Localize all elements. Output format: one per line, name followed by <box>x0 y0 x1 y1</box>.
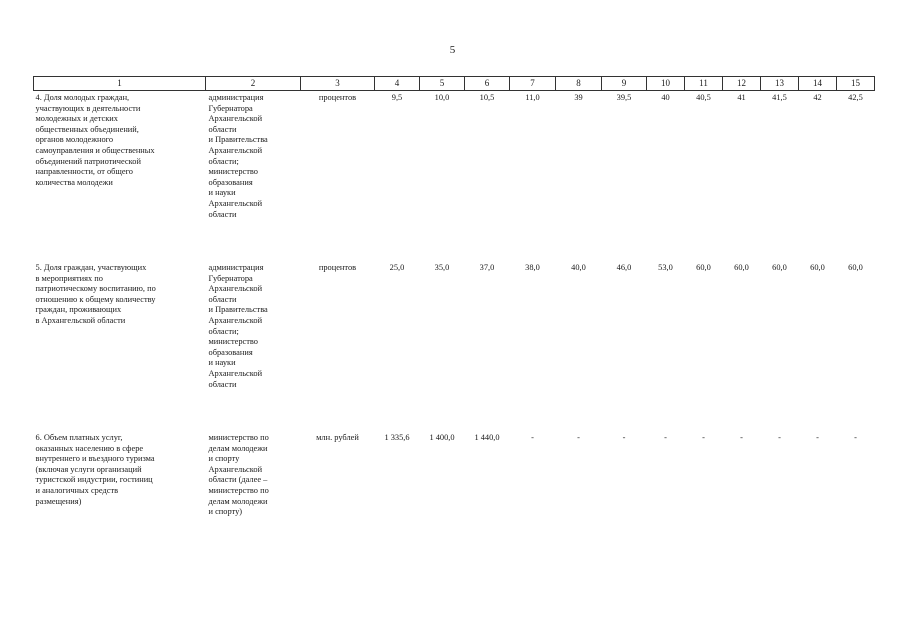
column-header: 15 <box>837 77 875 91</box>
value-cell: - <box>778 433 781 442</box>
value-cell: 41 <box>737 93 746 102</box>
value-cell: 40,0 <box>571 263 586 272</box>
value-cell: 25,0 <box>389 263 405 272</box>
indicator-cell: 6. Объем платных услуг, оказанных населению в сфере внутреннего и въездного туризма (включая услуги организаций туристской индустрии, гостиниц и аналогичных средств размещения) <box>35 433 155 506</box>
value-cell: 39 <box>574 93 583 102</box>
column-header: 8 <box>556 77 602 91</box>
value-cell: 40,5 <box>696 93 711 102</box>
value-cell: 11,0 <box>525 93 540 102</box>
indicator-cell: 5. Доля граждан, участвующих в мероприятиях по патриотическому воспитанию, по отношению к общему количеству граждан, проживающих в Архангельской области <box>35 263 156 325</box>
unit-cell: млн. рублей <box>316 433 359 442</box>
value-cell: 9,5 <box>391 93 403 102</box>
value-cell: 53,0 <box>658 263 673 272</box>
responsible-cell: министерство по делам молодежи и спорту Архангельской области (далее – министерство по делам молодежи и спорту) <box>208 433 269 517</box>
unit-cell: процентов <box>318 263 357 272</box>
column-header: 14 <box>799 77 837 91</box>
value-cell: 60,0 <box>772 263 787 272</box>
unit-cell: процентов <box>318 93 357 102</box>
value-cell: 38,0 <box>525 263 540 272</box>
value-cell: 42 <box>813 93 822 102</box>
table-row <box>34 261 875 431</box>
value-cell: 1 400,0 <box>429 433 455 442</box>
value-cell: 1 335,6 <box>384 433 410 442</box>
table-row <box>34 431 875 553</box>
value-cell: 60,0 <box>810 263 825 272</box>
column-header: 12 <box>723 77 761 91</box>
value-cell: 60,0 <box>848 263 863 272</box>
value-cell: 60,0 <box>696 263 711 272</box>
value-cell: - <box>622 433 626 442</box>
value-cell: - <box>740 433 743 442</box>
value-cell: 37,0 <box>479 263 495 272</box>
table-row <box>34 91 875 262</box>
header-row <box>34 77 875 91</box>
value-cell: - <box>531 433 534 442</box>
column-header: 10 <box>647 77 685 91</box>
value-cell: 41,5 <box>772 93 787 102</box>
value-cell: 35,0 <box>434 263 450 272</box>
value-cell: - <box>816 433 819 442</box>
column-header: 6 <box>465 77 510 91</box>
value-cell: - <box>664 433 667 442</box>
value-cell: - <box>577 433 580 442</box>
column-header: 2 <box>206 77 301 91</box>
column-header: 3 <box>301 77 375 91</box>
indicator-cell: 4. Доля молодых граждан, участвующих в деятельности молодежных и детских общественных объединений, органов молодежного самоуправления и общественных объединений патриотической направленности, от общего количества молодежи <box>35 93 155 187</box>
value-cell: 10,0 <box>434 93 450 102</box>
value-cell: - <box>854 433 857 442</box>
indicators-table <box>33 76 875 553</box>
column-header: 11 <box>685 77 723 91</box>
column-header: 9 <box>602 77 647 91</box>
column-header: 7 <box>510 77 556 91</box>
page-number: 5 <box>449 44 456 56</box>
value-cell: 1 440,0 <box>474 433 500 442</box>
responsible-cell: администрация Губернатора Архангельской области и Правительства Архангельской области; министерство образования и науки Архангельской области <box>208 263 268 389</box>
value-cell: 39,5 <box>616 93 632 102</box>
column-header: 13 <box>761 77 799 91</box>
column-header: 1 <box>34 77 206 91</box>
value-cell: 40 <box>661 93 670 102</box>
column-header: 4 <box>375 77 420 91</box>
value-cell: 42,5 <box>848 93 863 102</box>
value-cell: 10,5 <box>479 93 495 102</box>
value-cell: 46,0 <box>616 263 632 272</box>
value-cell: - <box>702 433 705 442</box>
column-header: 5 <box>420 77 465 91</box>
responsible-cell: администрация Губернатора Архангельской области и Правительства Архангельской области; министерство образования и науки Архангельской области <box>208 93 268 219</box>
value-cell: 60,0 <box>734 263 749 272</box>
